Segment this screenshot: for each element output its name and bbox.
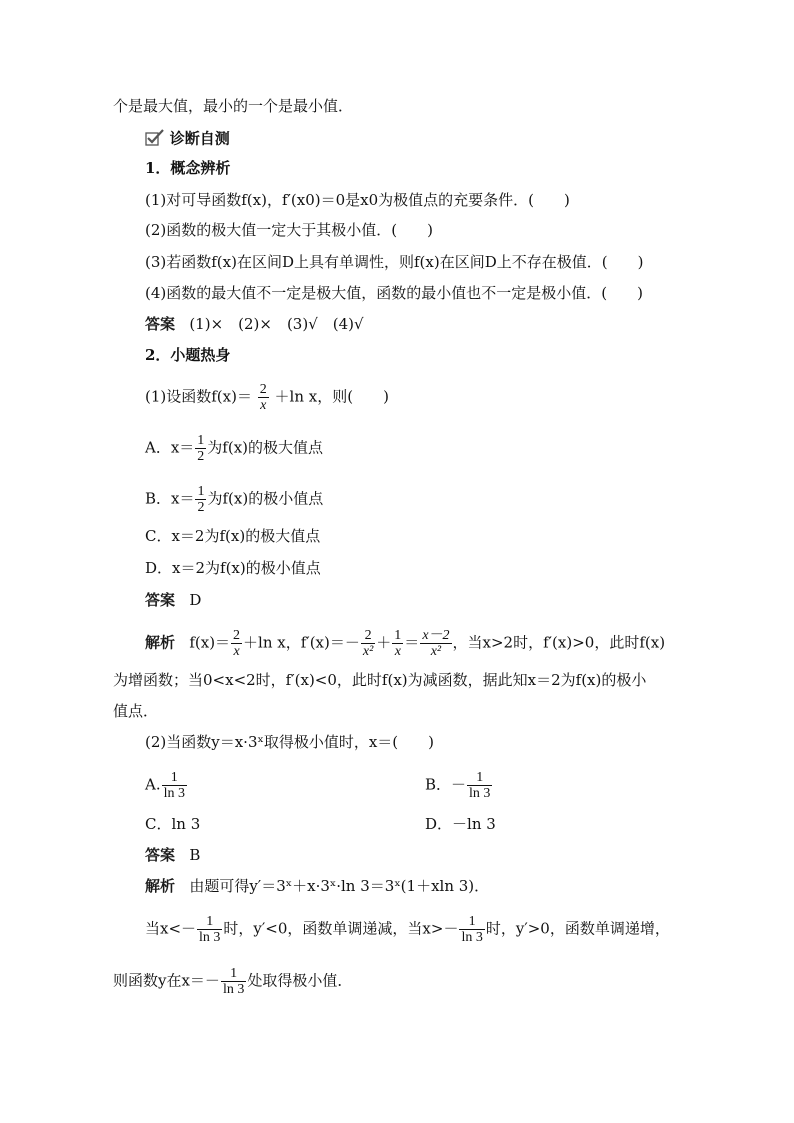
fraction: $\frac{1}{\ln 3}$	[461, 914, 483, 945]
q2-2-jiexi-line2: 当x<－ $\frac{1}{\ln 3}$ 时，y′<0，函数单调递减，当x>－ $\frac{1}{\ln 3}$ 时，y′>0，函数单调递增，	[145, 914, 670, 945]
q2-1-option-d: D．x＝2为f(x)的极小值点	[145, 559, 321, 577]
answer-label: 答案	[145, 591, 176, 609]
q2-1-jiexi-line3: 值点．	[113, 702, 159, 720]
q2-1-jiexi: 解析 f(x)＝ $\frac{2}{x}$ ＋ln x，f′(x)＝－ $\frac{2}{\text{x²}}$ ＋ $\frac{1}{x}$ ＝ $\frac{x-2}{\text{x²}}$ ，当x>2时，f′(x)>0，此时f(x)	[145, 628, 666, 659]
jiexi-label: 解析	[145, 877, 176, 895]
q2-title: 2．小题热身	[145, 346, 231, 364]
q2-2-answer-row	[145, 845, 200, 865]
q2-1-jiexi-line2: 为增函数；当0<x<2时，f′(x)<0，此时f(x)为减函数，据此知x＝2为f(x)的极小	[113, 671, 647, 689]
q2-1-option-a: A．x＝ $\frac{1}{2}$ 为f(x)的极大值点	[145, 433, 324, 464]
q1-title: 1．概念辨析	[145, 159, 231, 177]
checkmark-icon	[145, 128, 165, 151]
fraction: $\frac{1}{\ln 3}$	[163, 770, 185, 801]
fraction: $\frac{1}{\ln 3}$	[199, 914, 221, 945]
q1-item-2: (2)函数的极大值一定大于其极小值．( )	[145, 221, 433, 239]
q2-2-stem: (2)当函数y＝x·3ˣ取得极小值时，x＝( )	[145, 733, 435, 751]
q2-2-option-d: D．－ln 3	[425, 815, 496, 833]
q2-2-jiexi-line3: 则函数y在x＝－ $\frac{1}{\ln 3}$ 处取得极小值．	[113, 966, 353, 997]
q2-2-option-c: C．ln 3	[145, 815, 201, 833]
q1-item-1: (1)对可导函数f(x)，f′(x0)＝0是x0为极值点的充要条件．( )	[145, 191, 570, 209]
stem-text: ＋ln x，则( )	[274, 387, 389, 406]
fraction: $\frac{1}{\ln 3}$	[222, 966, 245, 997]
fraction: $\frac{1}{x}$	[394, 628, 402, 659]
fraction: $\frac{1}{2}$	[197, 433, 205, 464]
fraction: $\frac{1}{\ln 3}$	[469, 770, 491, 801]
q2-1-stem	[145, 382, 389, 413]
section-title: 诊断自测	[169, 129, 230, 148]
q2-1-option-c: C．x＝2为f(x)的极大值点	[145, 527, 321, 545]
q1-answer-row	[145, 314, 364, 334]
q2-1-answer-row	[145, 590, 201, 610]
q2-1-option-b: B．x＝ $\frac{1}{2}$ 为f(x)的极小值点	[145, 484, 324, 515]
q2-2-option-b: B．－ $\frac{1}{\ln 3}$	[425, 770, 491, 801]
intro-text: 个是最大值，最小的一个是最小值．	[113, 97, 354, 115]
fraction: $\frac{2}{x}$	[259, 382, 267, 413]
fraction: $\frac{2}{\text{x²}}$	[362, 628, 374, 659]
answer-value: D	[189, 591, 202, 609]
q1-item-3: (3)若函数f(x)在区间D上具有单调性，则f(x)在区间D上不存在极值．( )	[145, 253, 644, 271]
q1-answer: (1)× (2)× (3)√ (4)√	[189, 315, 364, 333]
section-header	[145, 128, 230, 151]
fraction: $\frac{2}{x}$	[233, 628, 241, 659]
jiexi-label: 解析	[145, 633, 176, 652]
fraction: $\frac{x-2}{\text{x²}}$	[422, 628, 450, 659]
answer-label: 答案	[145, 846, 176, 864]
q2-2-jiexi: 解析 由题可得y′＝3ˣ＋x·3ˣ·ln 3＝3ˣ(1＋xln 3)．	[145, 877, 490, 895]
q1-item-4: (4)函数的最大值不一定是极大值，函数的最小值也不一定是极小值．( )	[145, 284, 643, 302]
q2-2-option-a: A. $\frac{1}{\ln 3}$	[145, 770, 185, 801]
answer-value: B	[189, 846, 201, 864]
stem-text: (1)设函数f(x)＝	[145, 387, 252, 406]
answer-label: 答案	[145, 315, 176, 333]
fraction: $\frac{1}{2}$	[197, 484, 205, 515]
